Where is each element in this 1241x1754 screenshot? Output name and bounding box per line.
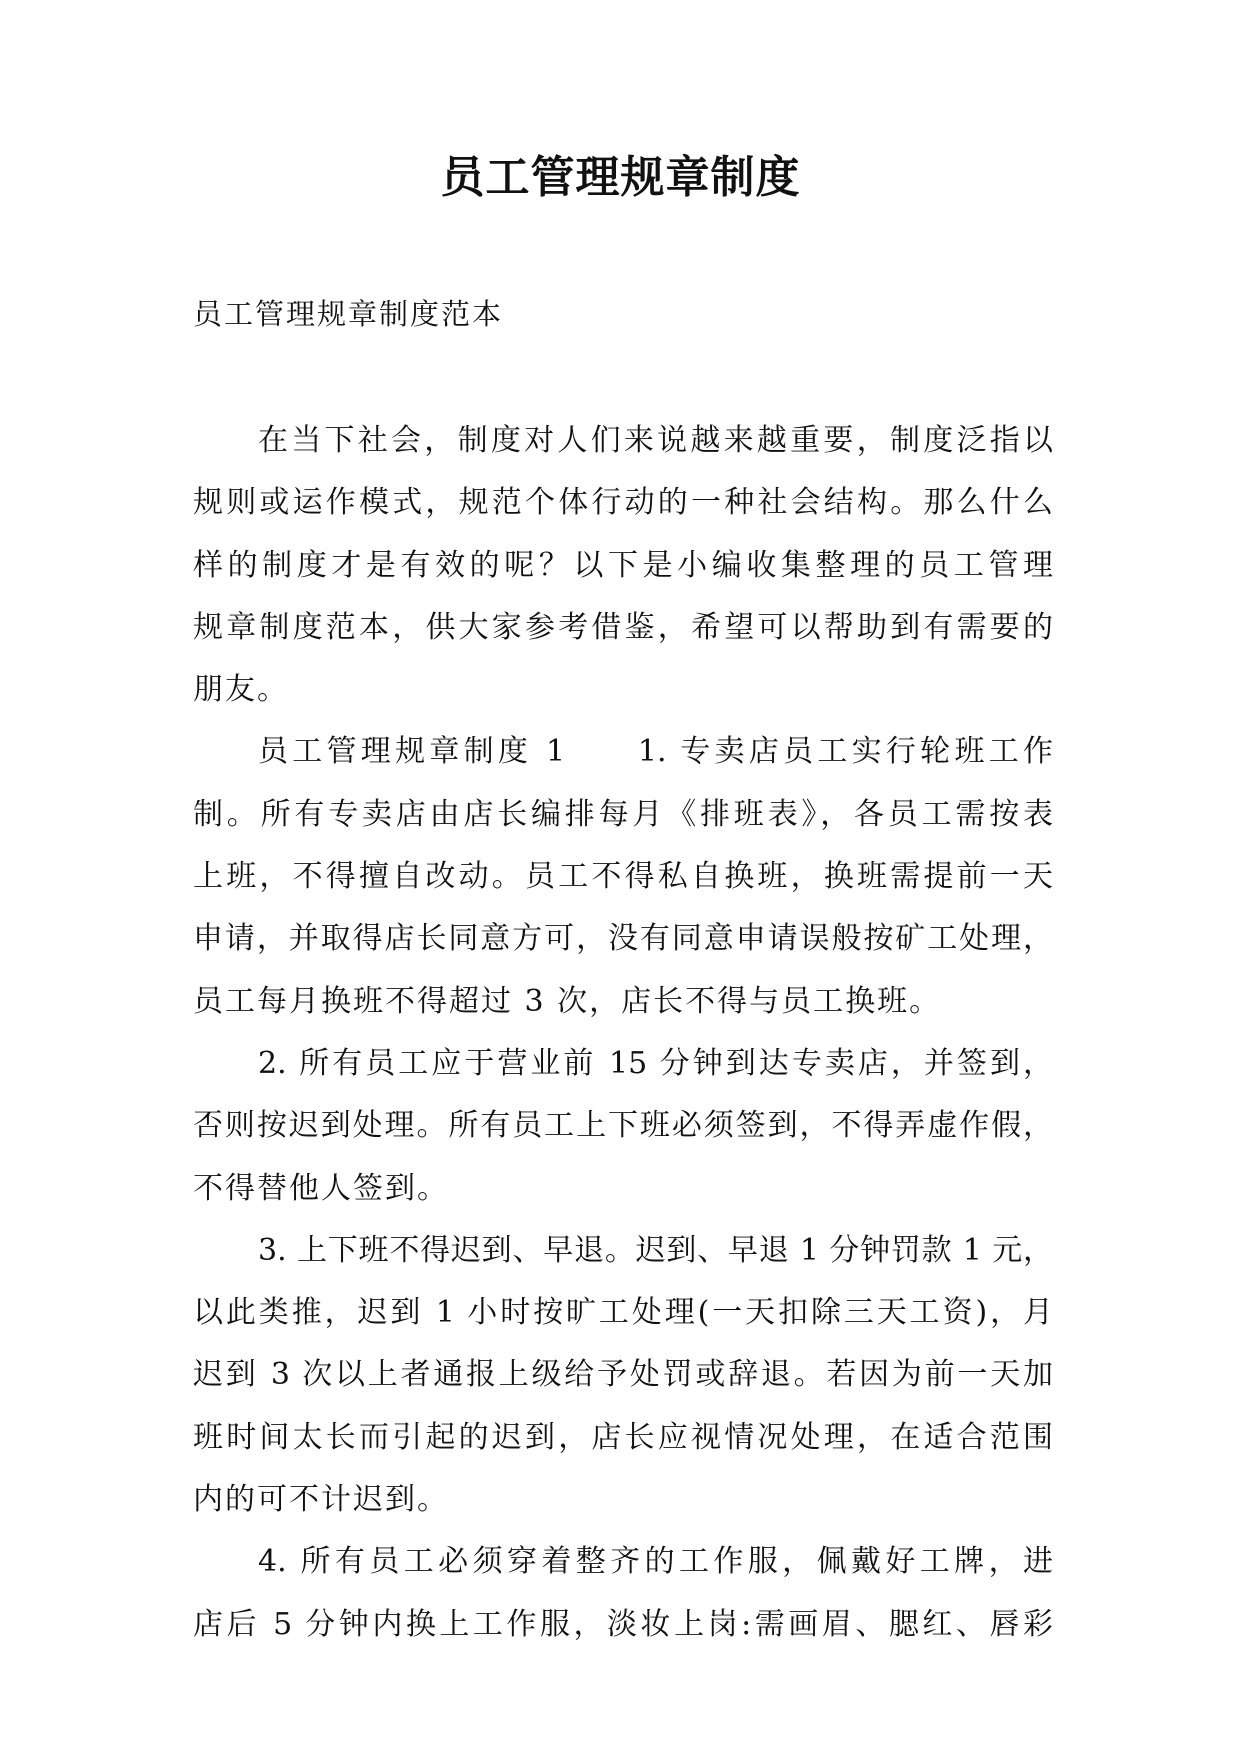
- body-line: 制。所有专卖店由店长编排每月《排班表》，各员工需按表: [193, 796, 1053, 832]
- body-line: 内的可不计迟到。: [193, 1482, 449, 1518]
- body-line: 样的制度才是有效的呢？以下是小编收集整理的员工管理: [193, 547, 1053, 583]
- body-line: 迟到 3 次以上者通报上级给予处罚或辞退。若因为前一天加: [193, 1357, 1053, 1393]
- body-line: 4. 所有员工必须穿着整齐的工作服，佩戴好工牌，进: [258, 1544, 1053, 1580]
- body-line: 申请，并取得店长同意方可，没有同意申请误般按矿工处理，: [193, 921, 1053, 957]
- body-line: 班时间太长而引起的迟到，店长应视情况处理，在适合范围: [193, 1419, 1053, 1455]
- body-line: 在当下社会，制度对人们来说越来越重要，制度泛指以: [258, 423, 1053, 458]
- body-line: 3. 上下班不得迟到、早退。迟到、早退 1 分钟罚款 1 元，: [258, 1232, 1053, 1268]
- body-line: 员工每月换班不得超过 3 次，店长不得与员工换班。: [193, 983, 942, 1019]
- body-line: 员工管理规章制度 1 1. 专卖店员工实行轮班工作: [258, 734, 1053, 770]
- body-line: 不得替他人签到。: [193, 1170, 449, 1206]
- body-line: 以此类推，迟到 1 小时按旷工处理(一天扣除三天工资)，月: [193, 1295, 1053, 1331]
- document-title: 员工管理规章制度: [440, 152, 801, 203]
- body-line: 朋友。: [193, 672, 289, 708]
- body-line: 店后 5 分钟内换上工作服，淡妆上岗:需画眉、腮红、唇彩: [193, 1606, 1053, 1642]
- body-line: 上班，不得擅自改动。员工不得私自换班，换班需提前一天: [193, 859, 1053, 895]
- body-line: 否则按迟到处理。所有员工上下班必须签到，不得弄虚作假，: [193, 1108, 1053, 1144]
- body-line: 2. 所有员工应于营业前 15 分钟到达专卖店，并签到，: [258, 1045, 1053, 1081]
- body-line: 规章制度范本，供大家参考借鉴，希望可以帮助到有需要的: [193, 609, 1053, 645]
- body-line: 规则或运作模式，规范个体行动的一种社会结构。那么什么: [193, 485, 1053, 521]
- document-subtitle: 员工管理规章制度范本: [193, 297, 504, 331]
- document-body: [193, 410, 1053, 1656]
